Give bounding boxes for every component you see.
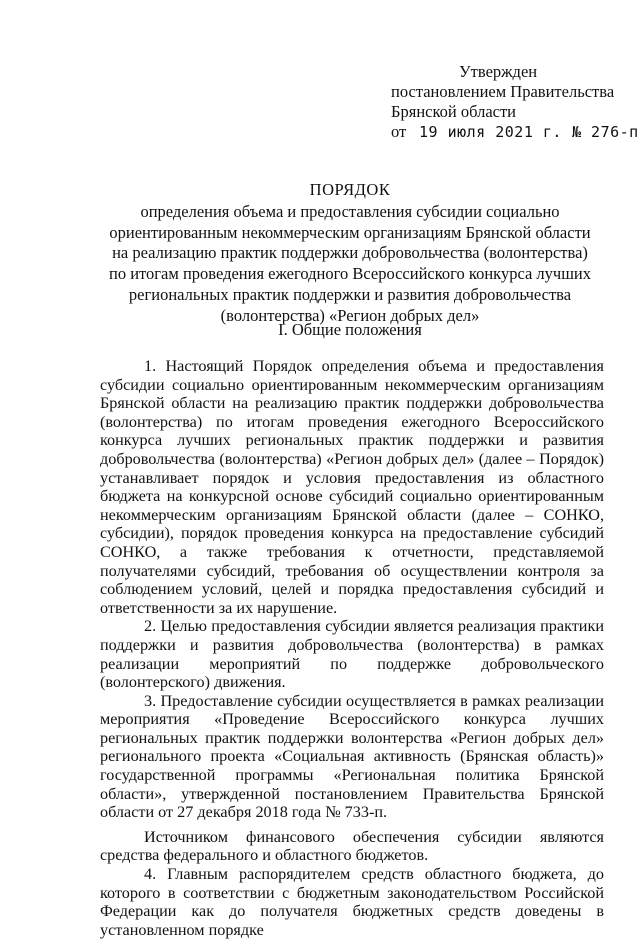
approval-line-1: Утвержден bbox=[459, 62, 538, 81]
approval-date-row bbox=[391, 122, 640, 142]
title-subline: по итогам проведения ежегодного Всероссийского конкурса лучших bbox=[109, 264, 591, 284]
paragraph-2: 2. Целью предоставления субсидии является реализация практики поддержки и развития добровольчества (волонтерства) в рамках реализации мероприятий по поддержке добровольческого (волонтерского) движения. bbox=[100, 617, 604, 692]
document-body bbox=[100, 357, 604, 939]
paragraph-1: 1. Настоящий Порядок определения объема и предоставления субсидии социально ориентированным некоммерческим организациям Брянской области на реализацию практик поддержки добровольчества (волонтерства) по итогам проведения ежегодного Всероссийского конкурса лучших региональных практик поддержки и развития добровольчества (волонтерства) «Регион добрых дел» (далее – Порядок) устанавливает порядок и условия предоставления из областного бюджета на конкурсной основе субсидий социально ориентированным некоммерческим организациям Брянской области (далее – СОНКО, субсидии), порядок проведения конкурса на предоставление субсидий СОНКО, а также требования к отчетности, представляемой получателями субсидий, требования об осуществлении контроля за соблюдением условий, целей и порядка предоставления субсидий и ответственности за их нарушение. bbox=[100, 357, 604, 617]
paragraph-4: 4. Главным распорядителем средств областного бюджета, до которого в соответствии с бюджетным законодательством Российской Федерации как до получателя бюджетных средств доведены в установленном порядке bbox=[100, 865, 604, 939]
section-heading: I. Общие положения bbox=[278, 320, 422, 339]
approval-stamp bbox=[391, 62, 640, 142]
paragraph-3: 3. Предоставление субсидии осуществляется в рамках реализации мероприятия «Проведение Всероссийского конкурса лучших региональных практик поддержки волонтерства «Регион добрых дел» регионального проекта «Социальная активность (Брянская область)» государственной программы «Региональная политика Брянской области», утвержденной постановлением Правительства Брянской области от 27 декабря 2018 года № 733-п. bbox=[100, 691, 604, 822]
approval-date: 19 июля 2021 г. bbox=[419, 123, 562, 141]
approval-from-label: от bbox=[391, 122, 407, 141]
document-title-block bbox=[100, 180, 600, 327]
approval-line-2: постановлением Правительства bbox=[391, 82, 615, 101]
document-title: ПОРЯДОК bbox=[309, 180, 391, 199]
title-subline: определения объема и предоставления субсидии социально bbox=[140, 201, 560, 221]
approval-line-3: Брянской области bbox=[391, 102, 517, 121]
paragraph-funding-source: Источником финансового обеспечения субсидии являются средства федерального и областного бюджетов. bbox=[100, 827, 604, 865]
title-subline: ориентированным некоммерческим организациям Брянской области bbox=[109, 222, 591, 242]
title-subline: региональных практик поддержки и развития добровольчества bbox=[128, 284, 572, 304]
title-subline: (волонтерства) «Регион добрых дел» bbox=[220, 305, 480, 325]
approval-number: № 276-п bbox=[572, 123, 639, 141]
title-subline: на реализацию практик поддержки добровольчества (волонтерства) bbox=[112, 243, 588, 263]
